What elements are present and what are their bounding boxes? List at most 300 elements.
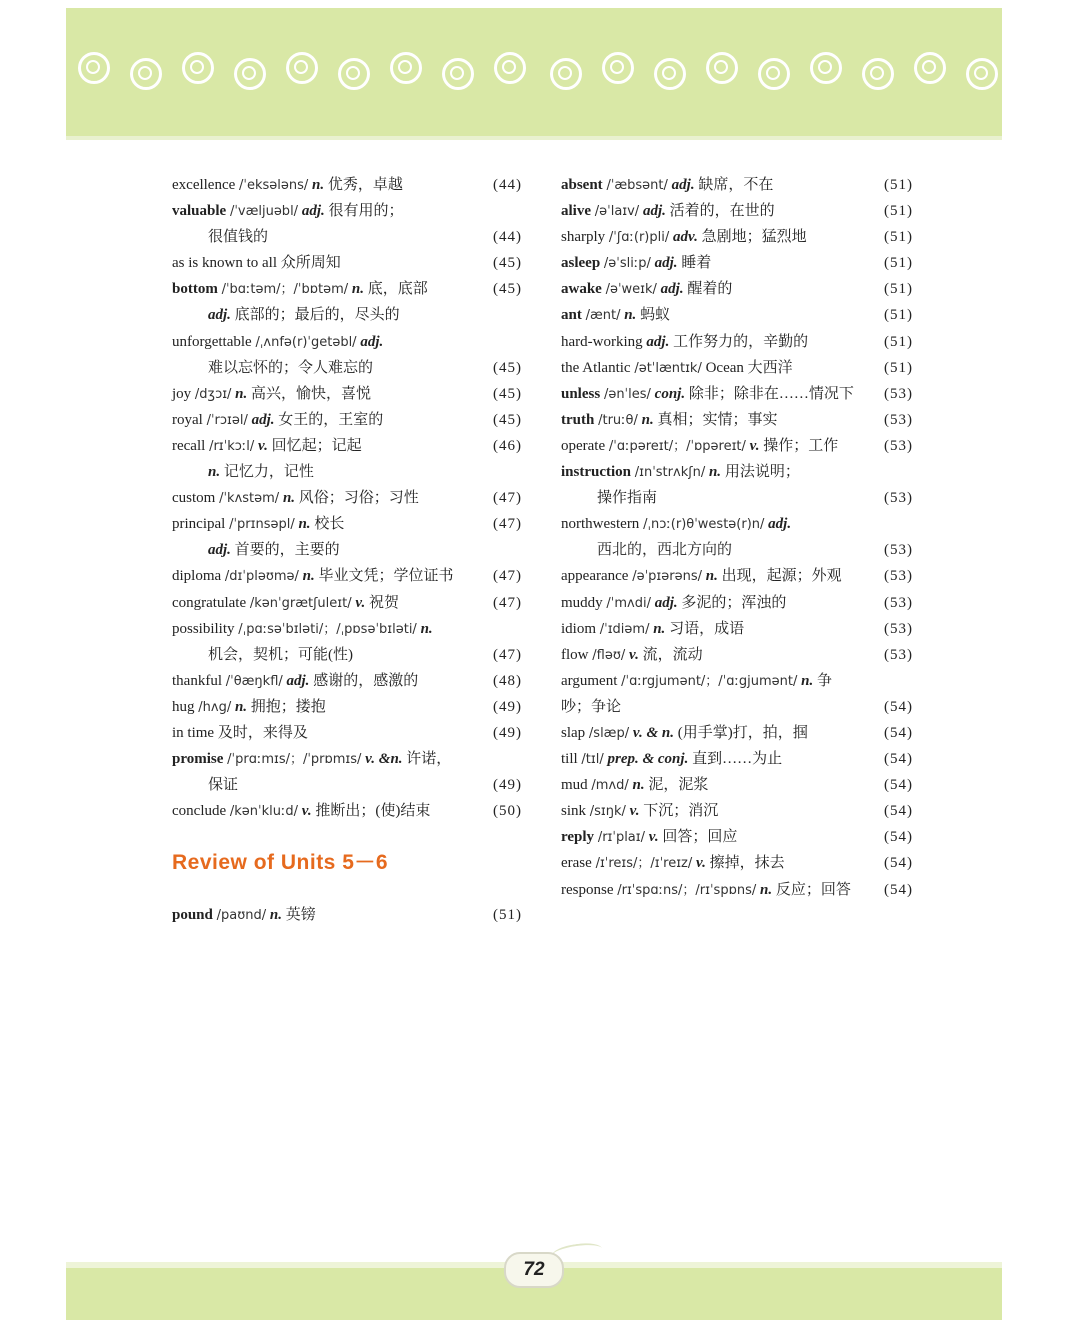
- glossary-entry: [561, 746, 913, 772]
- part-of-speech: v.: [628, 646, 639, 663]
- headword: mud: [561, 777, 588, 794]
- glossary-entry: [172, 329, 522, 355]
- page-reference: (51): [884, 229, 913, 246]
- page-reference: (54): [884, 724, 913, 741]
- glossary-entry: [172, 485, 522, 511]
- page-reference: (54): [884, 777, 913, 794]
- ring-ornament-icon: [338, 58, 370, 90]
- part-of-speech: n.: [420, 620, 433, 637]
- glossary-entry: [561, 824, 913, 850]
- phonetic: /ˈæbsənt/: [606, 178, 668, 193]
- definition: 推断出；(使)结束: [315, 803, 431, 820]
- entry-text: [561, 642, 703, 669]
- definition: 难以忘怀的；令人难忘的: [208, 359, 374, 376]
- entry-text: [208, 642, 353, 668]
- page-reference: (51): [884, 307, 913, 324]
- definition: 很值钱的: [208, 229, 269, 246]
- entry-text: [561, 459, 800, 486]
- entry-text: [561, 590, 786, 617]
- phonetic: /ɪnˈstrʌkʃn/: [634, 465, 706, 481]
- entry-text: [172, 381, 371, 408]
- part-of-speech: adj.: [360, 333, 384, 350]
- headword: ant: [561, 307, 582, 324]
- phonetic: /ətˈlæntɪk/: [634, 360, 702, 376]
- ring-ornament-icon: [862, 58, 894, 90]
- page-reference: (47): [493, 568, 522, 585]
- page-reference: (51): [884, 333, 913, 350]
- headword: bottom: [172, 281, 218, 298]
- glossary-entry: [561, 433, 913, 459]
- glossary-entry-continuation: [172, 772, 522, 798]
- glossary-entry: [172, 563, 522, 589]
- entry-text: [561, 250, 711, 277]
- glossary-entry-continuation: [172, 355, 522, 381]
- definition: 优秀，卓越: [327, 177, 403, 193]
- page-reference: (54): [884, 855, 913, 872]
- headword: till: [561, 751, 578, 768]
- glossary-entry: [561, 302, 913, 328]
- page-reference: (51): [884, 177, 913, 193]
- definition: 出现，起源；外观: [721, 568, 842, 585]
- entry-text: [172, 433, 362, 460]
- entry-text: [172, 798, 430, 825]
- page-reference: (45): [493, 359, 522, 376]
- part-of-speech: v.: [696, 855, 706, 872]
- headword: valuable: [172, 203, 227, 220]
- phonetic: /ˈkʌstəm/: [219, 491, 280, 507]
- headword: possibility: [172, 620, 235, 637]
- headword: unless: [561, 385, 601, 402]
- page-reference: (53): [884, 594, 913, 611]
- entry-text: [561, 302, 670, 329]
- definition: 直到……为止: [692, 751, 783, 768]
- page-reference: (53): [884, 646, 913, 663]
- glossary-entry: [561, 616, 913, 642]
- headword: northwestern: [561, 516, 640, 533]
- part-of-speech: n.: [653, 620, 666, 637]
- page-reference: (51): [884, 359, 913, 376]
- entry-text: [561, 877, 851, 904]
- section-heading: Review of Units 5－6: [172, 851, 389, 874]
- phonetic: /ˈɑːpəreɪt/；/ˈɒpəreɪt/: [608, 438, 746, 454]
- ring-ornament-icon: [182, 52, 214, 84]
- headword: alive: [561, 203, 591, 220]
- headword: unforgettable: [172, 333, 252, 350]
- definition: 真相；实情；事实: [657, 411, 778, 428]
- headword: slap: [561, 724, 586, 741]
- glossary-entry: [561, 407, 913, 433]
- page-reference: (53): [884, 490, 913, 507]
- headword: conclude: [172, 803, 227, 820]
- glossary-entry: [172, 668, 522, 694]
- definition: 除非；除非在……情况下: [688, 385, 854, 402]
- definition: 蚂蚁: [640, 307, 671, 324]
- definition: 保证: [208, 777, 239, 794]
- entry-text: [172, 590, 399, 617]
- entry-text: [561, 433, 838, 460]
- entry-text: [561, 824, 737, 851]
- page-reference: (51): [884, 255, 913, 272]
- ring-ornament-icon: [390, 52, 422, 84]
- headword: custom: [172, 490, 216, 507]
- page-reference: (49): [493, 698, 522, 715]
- page-reference: (49): [493, 724, 522, 741]
- phonetic: /ənˈles/: [603, 386, 651, 402]
- entry-text: [561, 668, 832, 695]
- glossary-entry: [561, 224, 913, 250]
- page-reference: (49): [493, 777, 522, 794]
- headword: royal: [172, 411, 203, 428]
- entry-text: [561, 329, 808, 355]
- entry-text: [561, 381, 854, 408]
- definition: 操作；工作: [763, 437, 839, 454]
- phonetic: /ˈɑːrgjumənt/；/ˈɑːgjumənt/: [621, 673, 798, 689]
- phonetic: /rɪˈkɔːl/: [209, 438, 255, 454]
- glossary-entry: [172, 902, 522, 928]
- phonetic: /slæp/: [588, 725, 630, 741]
- page-reference: (51): [493, 907, 522, 923]
- definition: 很有用的；: [328, 203, 404, 220]
- entry-text: [172, 485, 419, 512]
- decorative-rings: [78, 50, 988, 94]
- part-of-speech: n.: [632, 777, 645, 794]
- entry-text: [208, 772, 238, 798]
- glossary-entry-continuation: [561, 537, 913, 563]
- ring-ornament-icon: [966, 58, 998, 90]
- headword: hug: [172, 698, 195, 715]
- part-of-speech: n.: [302, 568, 315, 585]
- glossary-entry: [561, 381, 913, 407]
- page-reference: (45): [493, 255, 522, 272]
- part-of-speech: v. &n.: [365, 751, 403, 768]
- part-of-speech: adj.: [646, 333, 670, 350]
- ring-ornament-icon: [286, 52, 318, 84]
- glossary-entry: [561, 772, 913, 798]
- entry-text: [172, 746, 451, 773]
- definition: 及时，来得及: [217, 724, 308, 741]
- headword: operate: [561, 437, 606, 454]
- definition: 回答；回应: [662, 829, 738, 846]
- headword: muddy: [561, 594, 603, 611]
- part-of-speech: n.: [235, 385, 248, 402]
- definition: 下沉；消沉: [643, 803, 719, 820]
- definition: 吵；争论: [561, 698, 622, 715]
- entry-text: [561, 694, 621, 720]
- page-reference: (45): [493, 385, 522, 402]
- headword: promise: [172, 751, 224, 768]
- headword: as is known to all: [172, 255, 277, 272]
- part-of-speech: adj.: [671, 177, 695, 193]
- definition: 感谢的，感激的: [313, 672, 419, 689]
- page-reference: (51): [884, 281, 913, 298]
- page-reference: (54): [884, 881, 913, 898]
- headword: thankful: [172, 672, 222, 689]
- page-reference: (47): [493, 516, 522, 533]
- part-of-speech: n.: [282, 490, 296, 507]
- part-of-speech: n.: [208, 464, 221, 481]
- header-divider: [66, 136, 1002, 140]
- page-reference: (46): [493, 437, 522, 454]
- entry-text: [172, 694, 326, 721]
- phonetic: /ˈprɪnsəpl/: [229, 517, 295, 533]
- phonetic: /ˈrɔɪəl/: [206, 412, 248, 428]
- ring-ornament-icon: [758, 58, 790, 90]
- entry-text: [561, 746, 782, 773]
- part-of-speech: v.: [355, 594, 366, 611]
- entry-text: [561, 224, 807, 251]
- page-reference: (45): [493, 281, 522, 298]
- part-of-speech: adj.: [768, 516, 792, 533]
- glossary-entry-continuation: [172, 642, 522, 668]
- headword: excellence: [172, 177, 236, 193]
- entry-text: [561, 511, 791, 538]
- definition: 缺席，不在: [698, 177, 774, 193]
- phonetic: /ˈvæljuəbl/: [229, 204, 299, 220]
- ring-ornament-icon: [810, 52, 842, 84]
- glossary-entry-continuation: [561, 485, 913, 511]
- phonetic: /kənˈgrætʃuleɪt/: [249, 595, 352, 611]
- headword: sharply: [561, 229, 606, 246]
- definition: Ocean 大西洋: [705, 359, 793, 376]
- definition: 工作努力的，辛勤的: [673, 333, 809, 350]
- entry-text: [172, 511, 344, 538]
- phonetic: /kənˈkluːd/: [229, 804, 299, 820]
- definition: 机会，契机；可能(性): [208, 646, 353, 663]
- entry-text: [208, 459, 314, 485]
- part-of-speech: adj.: [660, 281, 684, 298]
- part-of-speech: adj.: [654, 255, 678, 272]
- entry-text: [561, 798, 718, 825]
- page-reference: (53): [884, 620, 913, 637]
- headword: flow: [561, 646, 589, 663]
- glossary-entry: [172, 381, 522, 407]
- definition: 急剧地；猛烈地: [701, 229, 807, 246]
- ring-ornament-icon: [442, 58, 474, 90]
- part-of-speech: n.: [705, 568, 718, 585]
- phonetic: /dɪˈpləʊmə/: [224, 569, 299, 585]
- phonetic: /ˈɪdiəm/: [599, 621, 650, 637]
- definition: 流，流动: [642, 646, 703, 663]
- part-of-speech: v.: [648, 829, 659, 846]
- glossary-entry-continuation: [561, 694, 913, 720]
- glossary-entry: [561, 668, 913, 694]
- glossary-entry: [561, 563, 913, 589]
- headword: appearance: [561, 568, 629, 585]
- phonetic: /ˌpɑːsəˈbɪləti/；/ˌpɒsəˈbɪləti/: [238, 621, 417, 637]
- glossary-entry: [561, 877, 913, 903]
- definition: 用法说明；: [724, 464, 800, 481]
- phonetic: /fləʊ/: [592, 647, 626, 663]
- phonetic: /ɪˈreɪs/；/ɪˈreɪz/: [595, 856, 693, 872]
- phonetic: /ˈθæŋkfl/: [225, 673, 283, 689]
- headword: idiom: [561, 620, 597, 637]
- definition: 活着的，在世的: [669, 203, 775, 220]
- definition: 祝贺: [368, 594, 399, 611]
- page-reference: (54): [884, 751, 913, 768]
- page-number: 72: [504, 1252, 564, 1288]
- glossary-entry: [561, 850, 913, 876]
- glossary-entry: [172, 902, 522, 928]
- headword: erase: [561, 855, 592, 872]
- page-reference: (54): [884, 829, 913, 846]
- part-of-speech: v.: [629, 803, 640, 820]
- headword: truth: [561, 411, 595, 428]
- definition: 许诺，: [406, 751, 452, 768]
- entry-text: [208, 537, 340, 563]
- definition: 醒着的: [687, 281, 733, 298]
- entry-text: [172, 563, 454, 590]
- entry-text: [561, 563, 842, 590]
- entry-text: [208, 224, 268, 250]
- glossary-entry: [172, 433, 522, 459]
- glossary-entry: [172, 720, 522, 746]
- part-of-speech: n.: [759, 881, 773, 898]
- phonetic: /sɪŋk/: [589, 804, 626, 820]
- entry-text: [172, 720, 308, 746]
- entry-text: [561, 355, 793, 382]
- ring-ornament-icon: [78, 52, 110, 84]
- definition: 毕业文凭；学位证书: [318, 568, 454, 585]
- phonetic: /ˌnɔː(r)θˈwestə(r)n/: [643, 517, 765, 533]
- part-of-speech: prep. & conj.: [607, 751, 689, 768]
- headword: pound: [172, 907, 213, 923]
- phonetic: /tɪl/: [581, 752, 604, 768]
- glossary-entry-continuation: [172, 537, 522, 563]
- entry-text: [208, 355, 373, 381]
- definition: 睡着: [681, 255, 712, 272]
- phonetic: /rɪˈplaɪ/: [597, 830, 645, 846]
- entry-text: [172, 198, 404, 225]
- phonetic: /əˈsliːp/: [603, 256, 651, 272]
- glossary-entry: [561, 276, 913, 302]
- definition: 争: [816, 672, 832, 689]
- ring-ornament-icon: [234, 58, 266, 90]
- page-reference: (53): [884, 542, 913, 559]
- page-reference: (47): [493, 594, 522, 611]
- phonetic: /mʌd/: [591, 778, 629, 794]
- headword: absent: [561, 177, 603, 193]
- part-of-speech: adj.: [286, 672, 310, 689]
- glossary-entry: [561, 511, 913, 537]
- page-reference: (53): [884, 411, 913, 428]
- headword: response: [561, 881, 614, 898]
- definition: 操作指南: [597, 490, 658, 507]
- page-reference: (53): [884, 437, 913, 454]
- definition: 多泥的；浑浊的: [681, 594, 787, 611]
- entry-text: [172, 616, 433, 643]
- page-reference: (45): [493, 411, 522, 428]
- entry-text: [597, 537, 732, 563]
- definition: 回忆起；记起: [271, 437, 362, 454]
- definition: 首要的，主要的: [234, 542, 340, 559]
- entry-text: [561, 276, 732, 303]
- glossary-entry: [561, 250, 913, 276]
- definition: 英镑: [285, 907, 316, 923]
- page-reference: (44): [493, 177, 522, 193]
- part-of-speech: v.: [749, 437, 760, 454]
- ring-ornament-icon: [914, 52, 946, 84]
- page-reference: (54): [884, 698, 913, 715]
- phonetic: /ˌʌnfə(r)ˈgetəbl/: [255, 334, 357, 350]
- glossary-entry: [561, 198, 913, 224]
- definition: 反应；回答: [775, 881, 851, 898]
- part-of-speech: adj.: [208, 307, 231, 324]
- headword: recall: [172, 437, 206, 454]
- glossary-entry: [561, 642, 913, 668]
- entry-text: [172, 172, 403, 199]
- definition: 高兴，愉快，喜悦: [251, 385, 372, 402]
- headword: reply: [561, 829, 595, 846]
- part-of-speech: conj.: [654, 385, 686, 402]
- part-of-speech: adj.: [208, 542, 231, 559]
- part-of-speech: adj.: [654, 594, 678, 611]
- glossary-entry: [172, 198, 522, 224]
- page-reference: (47): [493, 490, 522, 507]
- definition: 风俗；习俗；习性: [298, 490, 419, 507]
- headword: diploma: [172, 568, 222, 585]
- page-reference: (47): [493, 646, 522, 663]
- entry-text: [172, 276, 428, 303]
- phonetic: /rɪˈspɑːns/；/rɪˈspɒns/: [617, 882, 757, 898]
- entry-text: [172, 329, 383, 356]
- headword: argument: [561, 672, 618, 689]
- glossary-entry: [561, 798, 913, 824]
- glossary-entry: [172, 798, 522, 824]
- glossary-entry: [172, 590, 522, 616]
- glossary-entry: [561, 355, 913, 381]
- headword: joy: [172, 385, 192, 402]
- glossary-entry: [172, 746, 522, 772]
- part-of-speech: v.: [257, 437, 268, 454]
- ring-ornament-icon: [654, 58, 686, 90]
- entry-text: [208, 302, 400, 328]
- definition: 底，底部: [367, 281, 428, 298]
- definition: 记忆力，记性: [223, 464, 314, 481]
- definition: 西北的，西北方向的: [597, 542, 733, 559]
- page-reference: (44): [493, 229, 522, 246]
- headword: principal: [172, 516, 226, 533]
- glossary-entry-continuation: [172, 302, 522, 328]
- glossary-entry: [172, 276, 522, 302]
- entry-text: [561, 772, 708, 799]
- part-of-speech: n.: [351, 281, 364, 298]
- phonetic: /əˈpɪərəns/: [632, 569, 702, 585]
- glossary-entry: [561, 459, 913, 485]
- glossary-left-column: [172, 172, 522, 824]
- phonetic: /ˈeksələns/: [239, 178, 309, 193]
- definition: 习语，成语: [669, 620, 745, 637]
- part-of-speech: n.: [708, 464, 722, 481]
- phonetic: /ˈprɑːmɪs/；/ˈprɒmɪs/: [227, 752, 362, 768]
- glossary-entry-continuation: [172, 224, 522, 250]
- glossary-right-column: [561, 172, 913, 903]
- entry-text: [561, 720, 808, 747]
- glossary-entry: [172, 407, 522, 433]
- entry-text: [172, 407, 383, 434]
- headword: the Atlantic: [561, 359, 631, 376]
- phonetic: /ˈmʌdi/: [606, 595, 651, 611]
- headword: sink: [561, 803, 587, 820]
- entry-text: [561, 172, 773, 199]
- entry-text: [561, 407, 777, 434]
- page-reference: (53): [884, 568, 913, 585]
- entry-text: [172, 902, 316, 929]
- part-of-speech: adj.: [301, 203, 325, 220]
- phonetic: /əˈlaɪv/: [594, 204, 640, 220]
- glossary-entry: [561, 172, 913, 198]
- page-reference: (54): [884, 803, 913, 820]
- definition: 泥，泥浆: [648, 777, 709, 794]
